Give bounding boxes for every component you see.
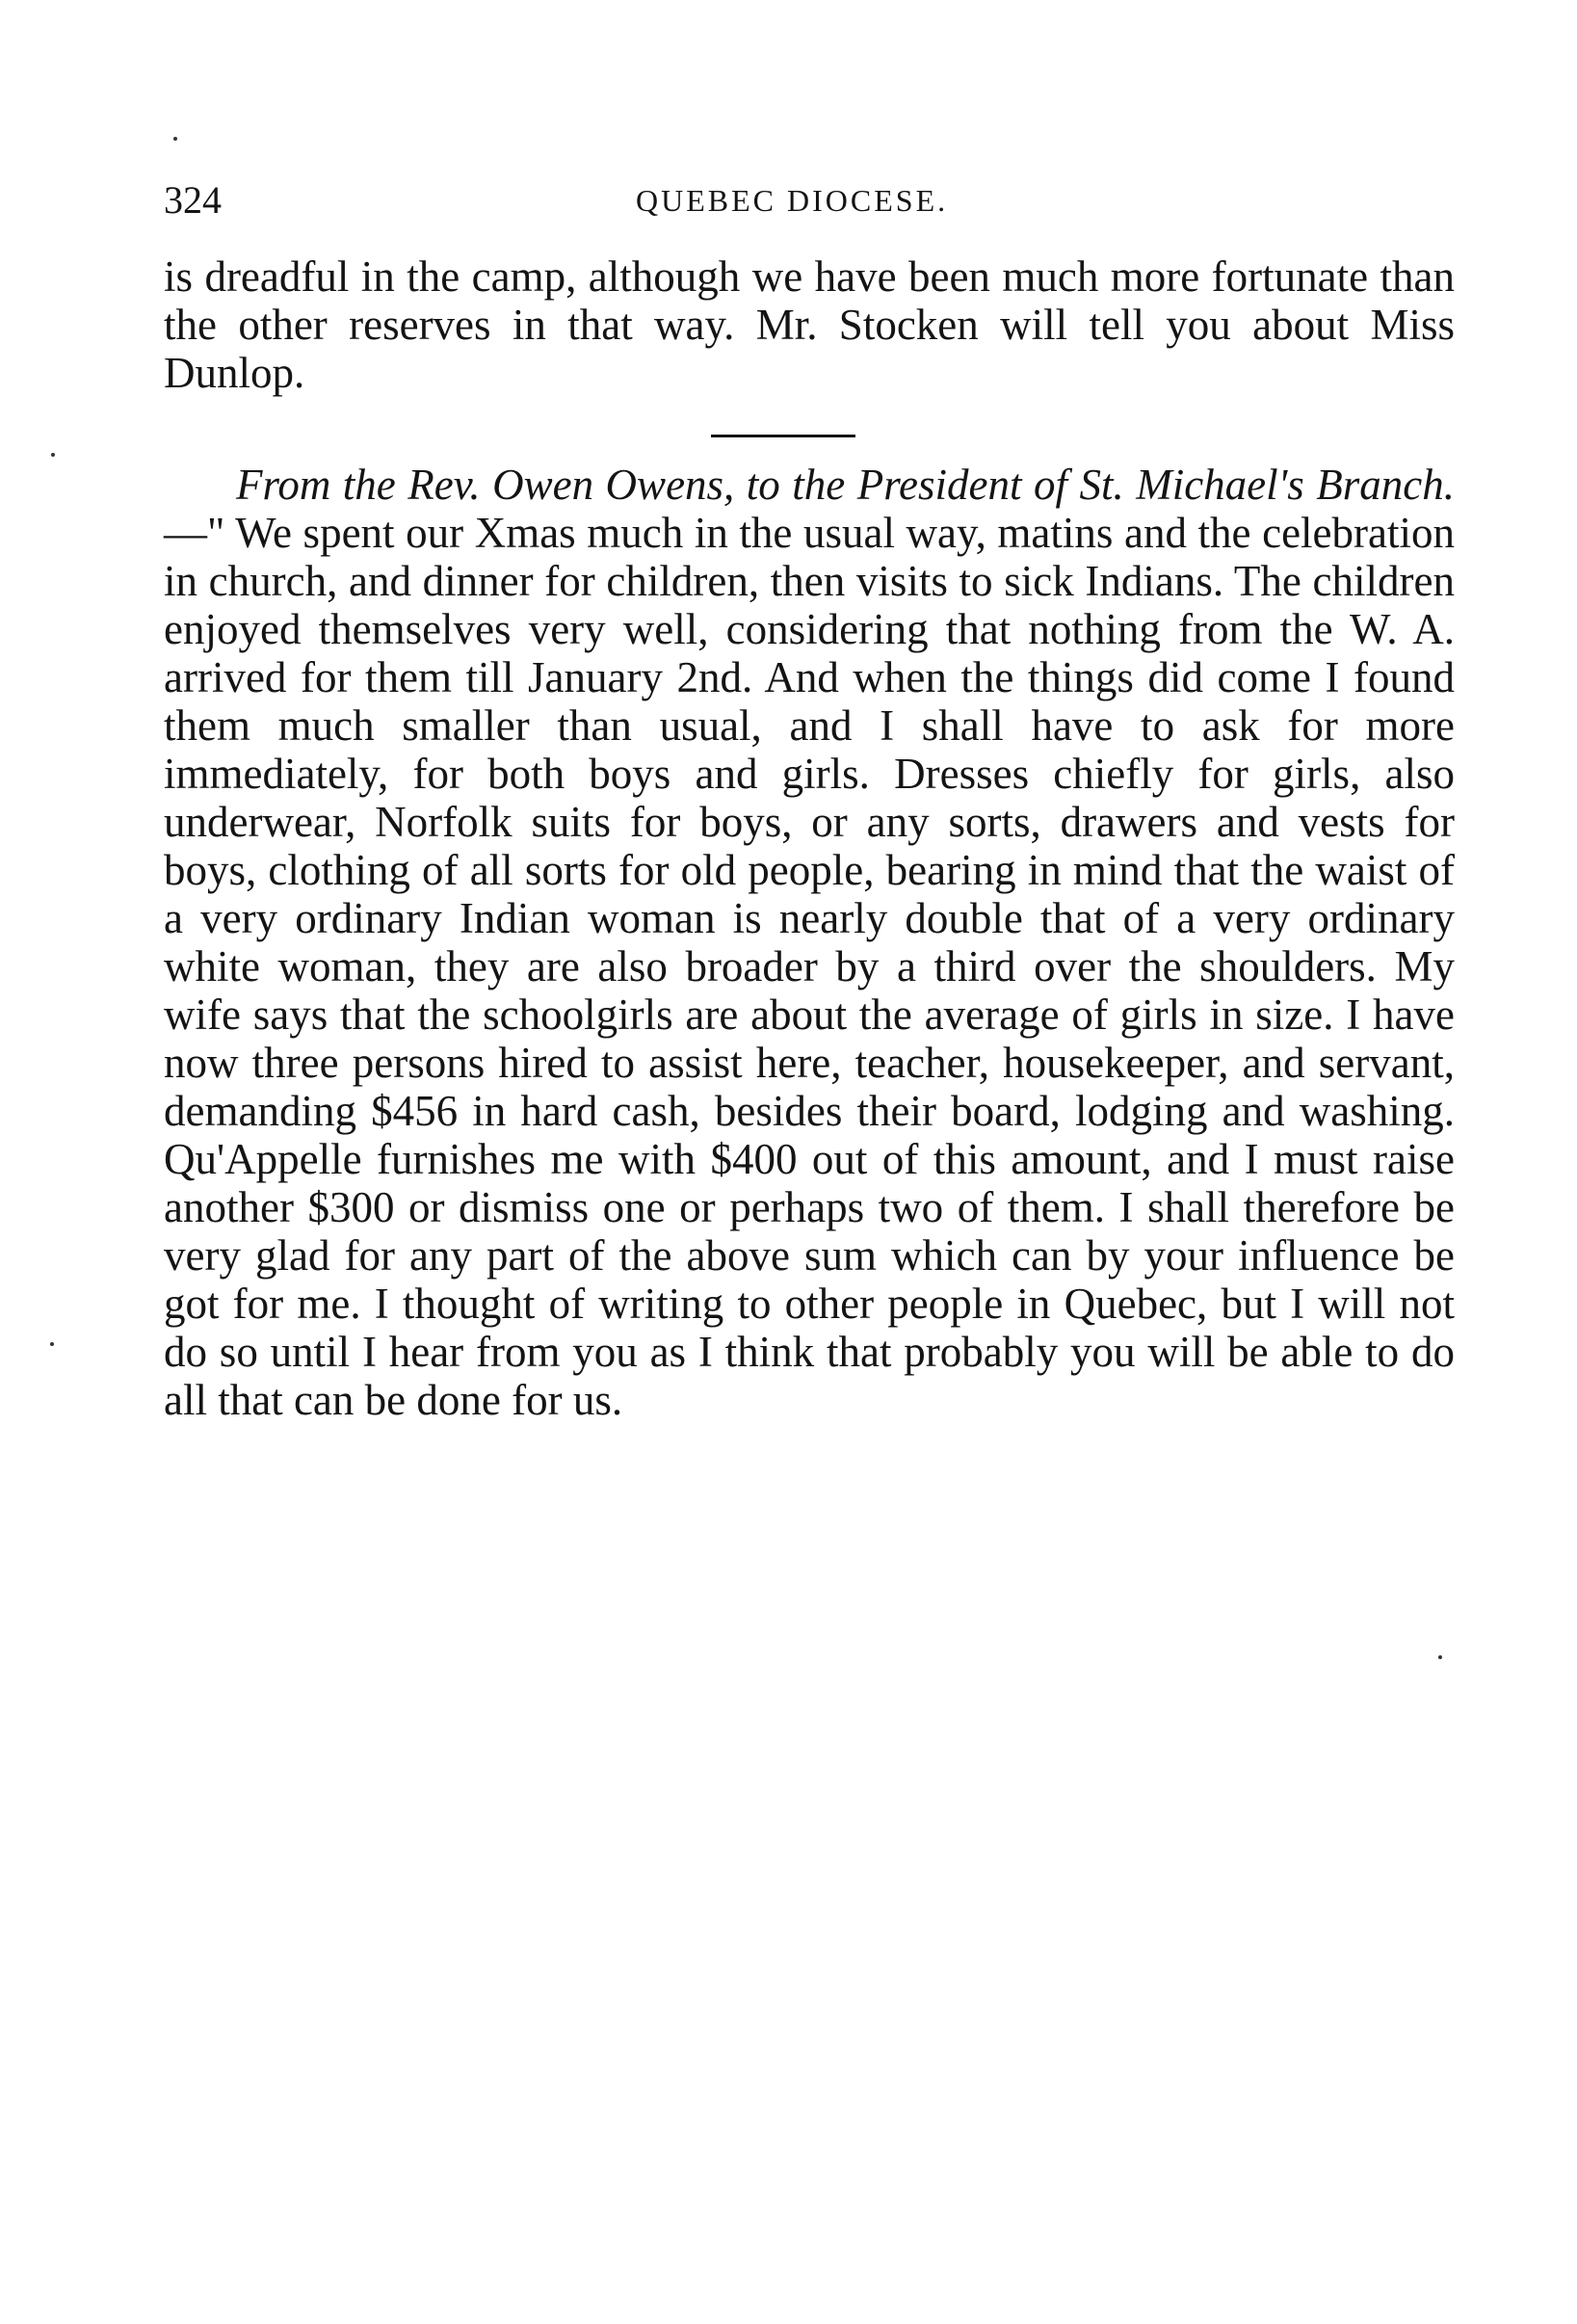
paragraph-continuation: is dreadful in the camp, although we have been much more fortunate than the other reserves in that way. Mr. Stocken will tell you about Miss Dunlop. — [164, 252, 1455, 397]
page-header — [164, 172, 1455, 229]
paragraph-letter — [164, 461, 1455, 1424]
letter-body: —" We spent our Xmas much in the usual way, matins and the celebration in church, and dinner for children, then visits to sick Indians. The children enjoyed themselves very well, considering that nothing from the W. A. arrived for them till January 2nd. And when the things did come I found them much smaller than usual, and I shall have to ask for more immediately, for both boys and girls. Dresses chiefly for girls, also underwear, Norfolk suits for boys, or any sorts, drawers and vests for boys, clothing of all sorts for old people, bearing in mind that the waist of a very ordinary Indian woman is nearly double that of a very ordinary white woman, they are also broader by a third over the shoulders. My wife says that the schoolgirls are about the average of girls in size. I have now three persons hired to assist here, teacher, housekeeper, and servant, demanding $456 in hard cash, besides their board, lodging and washing. Qu'Appelle furnishes me with $400 out of this amount, and I must raise another $300 or dismiss one or perhaps two of them. I shall therefore be very glad for any part of the above sum which can by your influence be got for me. I thought of writing to other people in Quebec, but I will not do so until I hear from you as I think that probably you will be able to do all that can be done for us. — [164, 509, 1455, 1424]
scan-speck — [51, 453, 55, 457]
scan-speck — [50, 1342, 54, 1346]
scan-speck — [1438, 1655, 1442, 1659]
running-head: QUEBEC DIOCESE. — [636, 183, 949, 218]
page-number: 324 — [164, 178, 222, 222]
letter-heading: From the Rev. Owen Owens, to the President of St. Michael's Branch. — [236, 461, 1455, 509]
scan-speck — [173, 137, 177, 141]
section-divider — [711, 435, 855, 437]
